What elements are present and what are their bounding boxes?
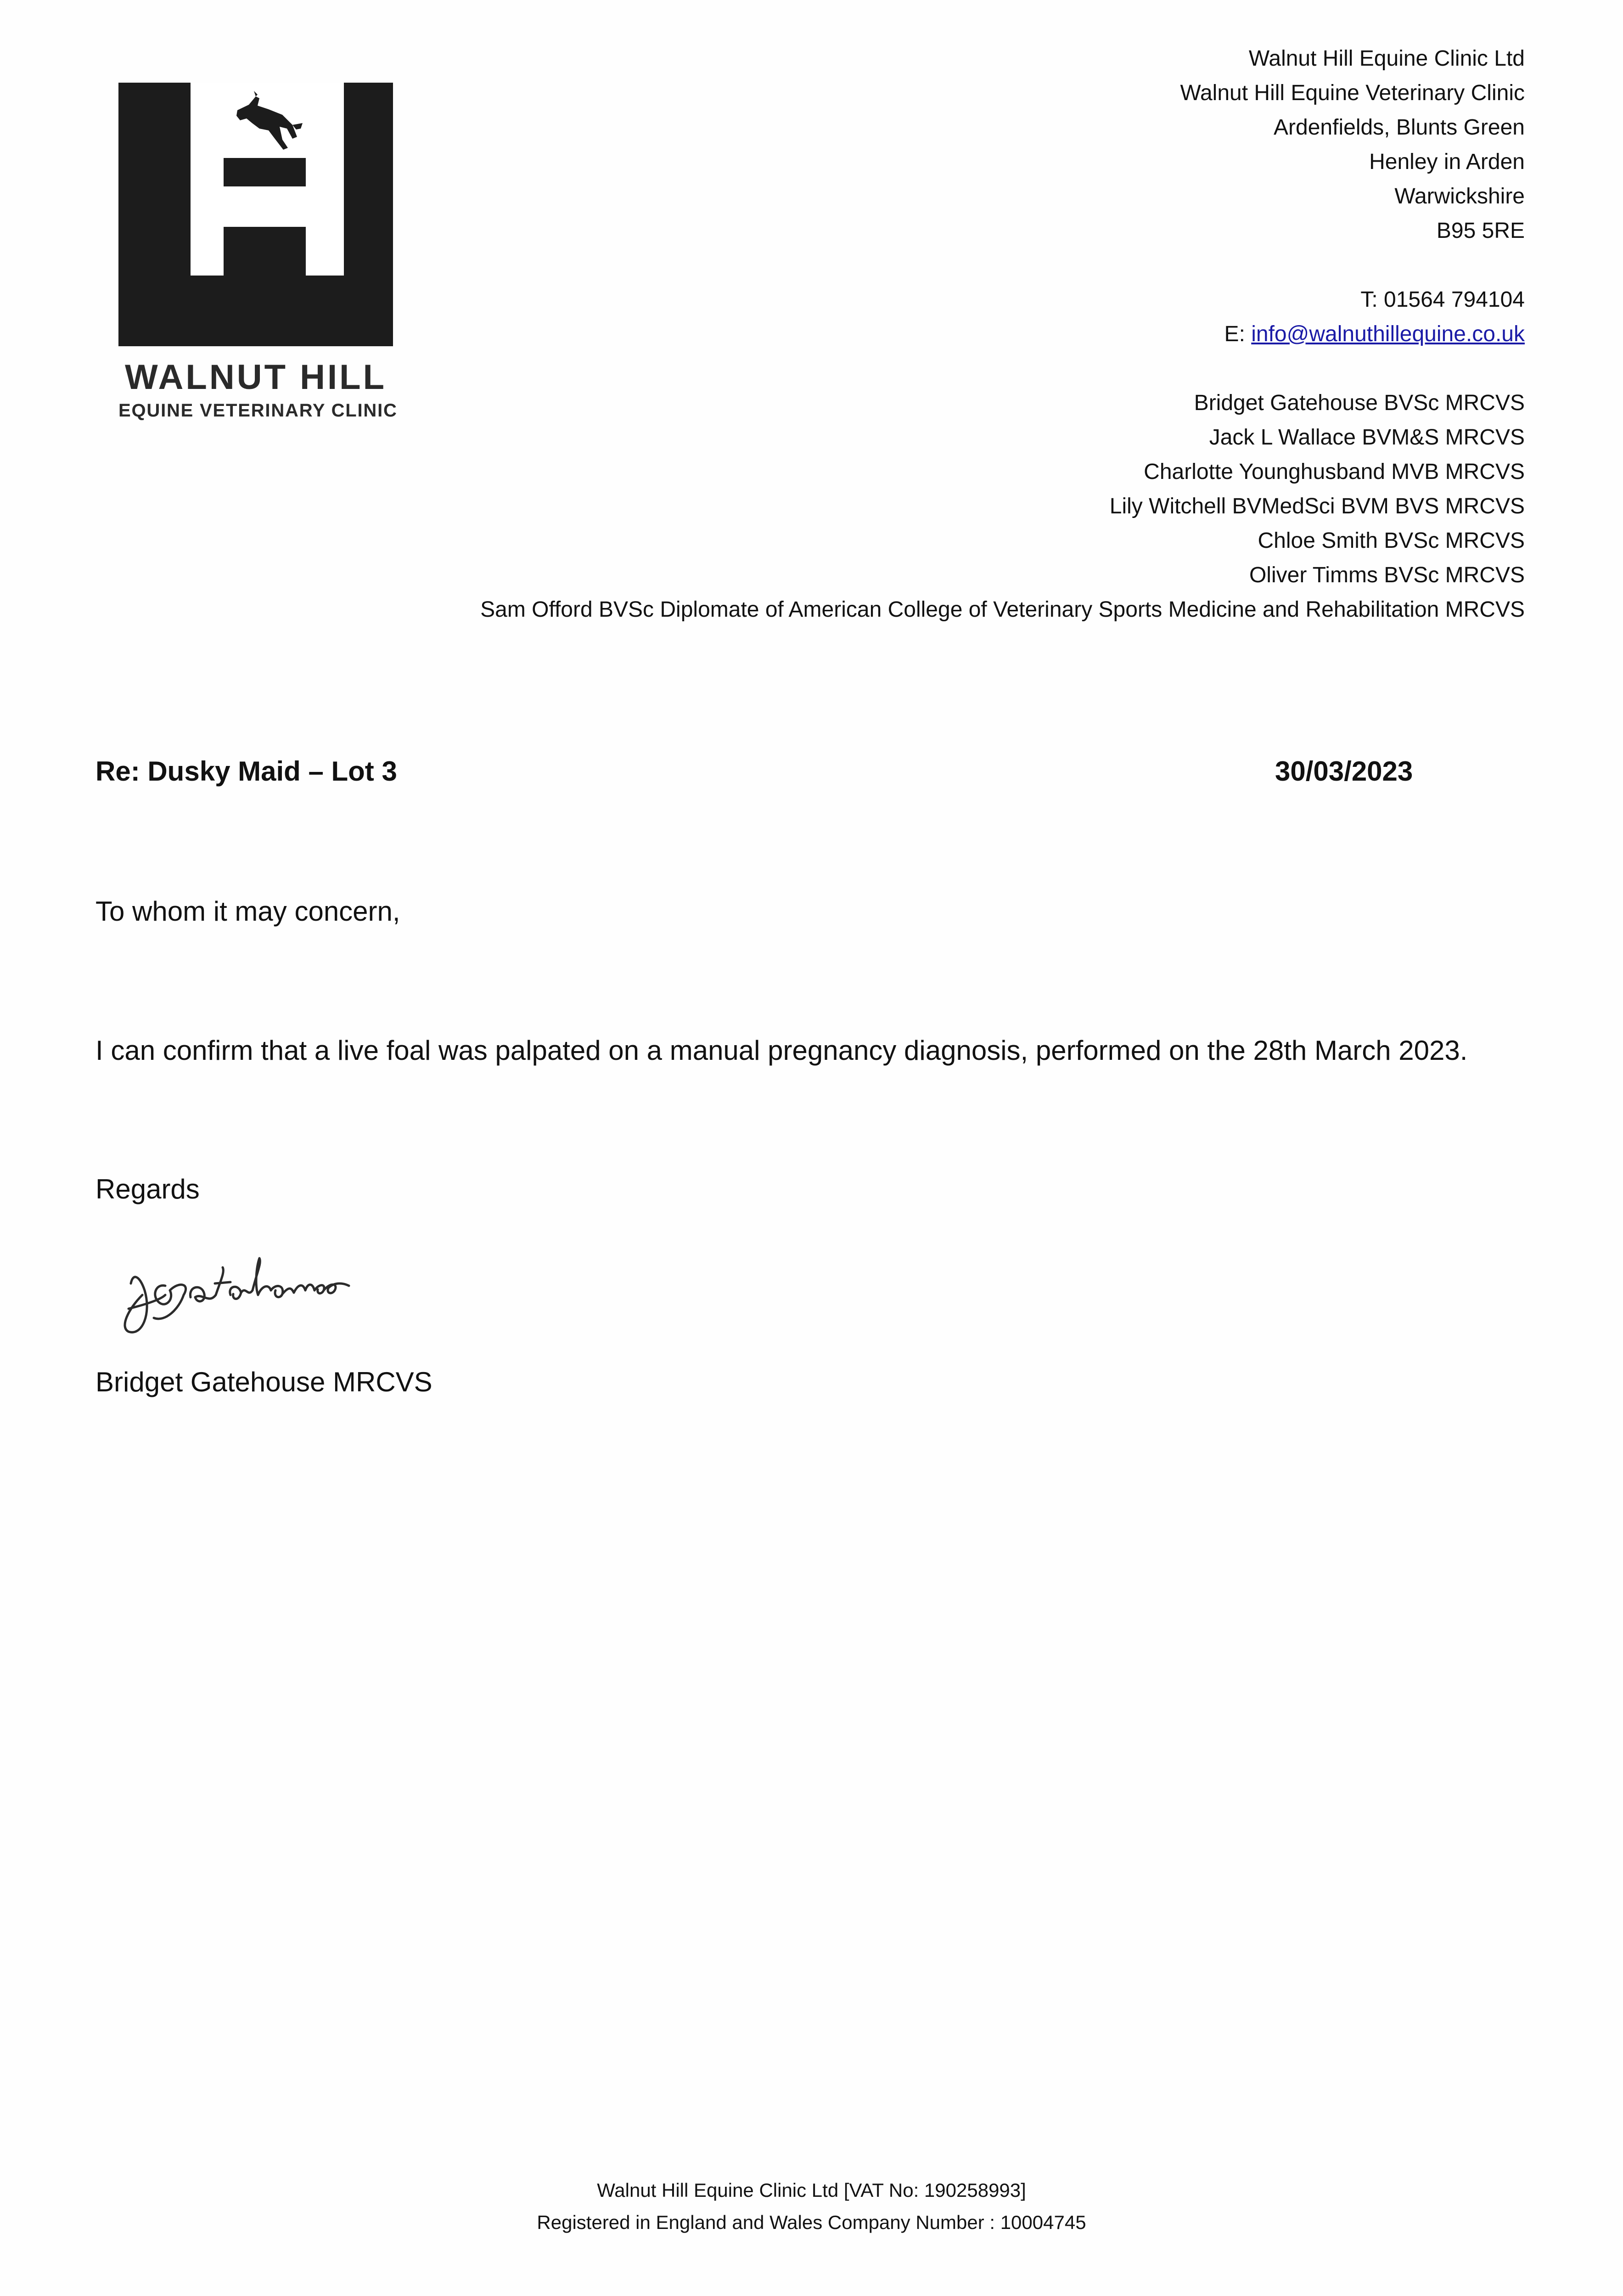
phone-number: T: 01564 794104 <box>1360 287 1525 312</box>
email-link[interactable]: info@walnuthillequine.co.uk <box>1251 322 1525 346</box>
staff-member: Jack L Wallace BVM&S MRCVS <box>1209 425 1525 450</box>
address-spacer <box>147 248 1525 282</box>
footer-vat: Walnut Hill Equine Clinic Ltd [VAT No: 190258993] <box>597 2179 1026 2201</box>
logo-title: WALNUT HILL <box>124 358 387 397</box>
email-line <box>147 317 1525 351</box>
address-street: Ardenfields, Blunts Green <box>1274 115 1525 140</box>
company-name: Walnut Hill Equine Clinic Ltd <box>1248 46 1525 71</box>
email-prefix: E: <box>1224 322 1252 346</box>
address-town: Henley in Arden <box>1369 150 1525 174</box>
staff-spacer <box>147 351 1525 386</box>
staff-member: Charlotte Younghusband MVB MRCVS <box>1144 460 1525 484</box>
letter-date: 30/03/2023 <box>1275 756 1413 787</box>
signer-name: Bridget Gatehouse MRCVS <box>95 1367 432 1397</box>
letter-body: I can confirm that a live foal was palpated on a manual pregnancy diagnosis, performed on the 28th March 2023. <box>95 1035 1468 1066</box>
salutation: To whom it may concern, <box>95 896 400 927</box>
closing: Regards <box>95 1174 200 1204</box>
handwritten-signature <box>110 1240 395 1341</box>
clinic-name: Walnut Hill Equine Veterinary Clinic <box>1180 81 1525 105</box>
address-county: Warwickshire <box>1394 184 1525 208</box>
staff-member: Oliver Timms BVSc MRCVS <box>1249 563 1525 587</box>
staff-member: Chloe Smith BVSc MRCVS <box>1258 529 1525 553</box>
staff-member: Bridget Gatehouse BVSc MRCVS <box>1194 391 1525 415</box>
footer-registration: Registered in England and Wales Company Number : 10004745 <box>537 2212 1086 2233</box>
subject-line: Re: Dusky Maid – Lot 3 <box>95 756 397 787</box>
page-footer <box>0 2174 1623 2239</box>
address-postcode: B95 5RE <box>1436 219 1525 243</box>
logo-subtitle: EQUINE VETERINARY CLINIC <box>118 400 398 421</box>
letterhead-address <box>147 41 1525 627</box>
staff-member: Sam Offord BVSc Diplomate of American College of Veterinary Sports Medicine and Rehabilitation MRCVS <box>480 597 1525 622</box>
staff-member: Lily Witchell BVMedSci BVM BVS MRCVS <box>1109 494 1525 518</box>
